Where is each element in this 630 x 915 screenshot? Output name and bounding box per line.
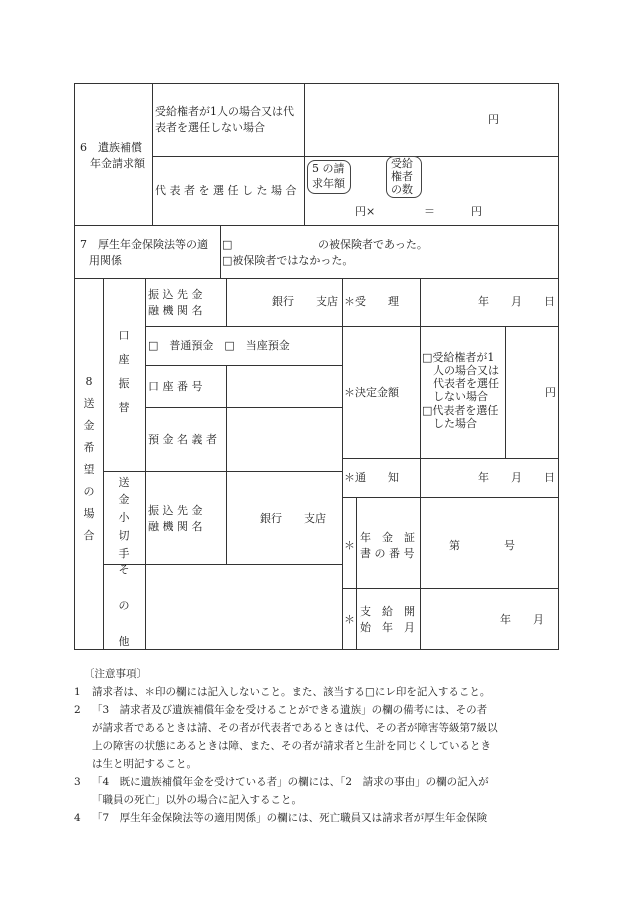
section8-char: の xyxy=(83,485,95,498)
rule xyxy=(145,278,146,650)
section8-char: 場 xyxy=(83,507,95,520)
rule xyxy=(342,458,559,459)
rule xyxy=(304,83,305,225)
note-number: 1 xyxy=(74,686,81,698)
rule xyxy=(103,564,343,565)
rule xyxy=(152,83,153,225)
beneficiary-count-line1: 受給 xyxy=(391,157,413,170)
representative-label: 代 表 者 を 選 任 し た 場 合 xyxy=(155,184,297,197)
section6-label-line1: 6 遺族補償 xyxy=(80,141,142,154)
decided-option-a-line1: □受給権者が1 xyxy=(422,351,495,364)
notes-section xyxy=(74,665,564,827)
remittance-check-char: 小 xyxy=(118,511,130,524)
section6-label-line2: 年金請求額 xyxy=(90,157,145,170)
note-item xyxy=(74,701,564,773)
rule xyxy=(145,326,343,327)
note-item xyxy=(74,683,564,701)
note-line: 「職員の死亡」以外の場合に記入すること。 xyxy=(92,794,302,806)
notes-title: 〔注意事項〕 xyxy=(84,668,147,680)
account-number-label: 口 座 番 号 xyxy=(148,380,203,393)
notice-label: ＊通 知 xyxy=(344,471,399,484)
account-transfer-char: 口 xyxy=(118,329,130,342)
single-claimant-label-line2: 表者を選任しない場合 xyxy=(155,121,265,134)
rule xyxy=(152,156,559,157)
equals-sign: ＝ xyxy=(424,205,435,218)
note-line: 「3 請求者及び遺族補償年金を受けることができる遺族」の欄の備考には、その者 xyxy=(92,704,488,716)
section8-char: 送 xyxy=(83,397,95,410)
decided-option-b-line1: □代表者を選任 xyxy=(422,404,499,417)
bank-branch-field[interactable]: 銀行 支店 xyxy=(272,295,338,308)
section8-char: 8 xyxy=(85,375,93,388)
rule xyxy=(342,497,559,498)
rule xyxy=(145,365,343,366)
rule xyxy=(226,365,227,471)
account-transfer-char: 振 xyxy=(118,377,130,390)
insured-checkbox[interactable]: □ xyxy=(222,238,233,251)
other-char: そ xyxy=(118,563,130,576)
note-item xyxy=(74,809,564,827)
bank-name-label-line1: 振 込 先 金 xyxy=(148,288,203,301)
decided-option-a-line4: しない場合 xyxy=(433,390,488,403)
received-date: 年 月 日 xyxy=(478,295,555,308)
single-claimant-yen-unit: 円 xyxy=(488,113,499,126)
other-char: の xyxy=(118,599,130,612)
remittance-check-char: 手 xyxy=(118,547,130,560)
rule xyxy=(74,83,559,84)
rule xyxy=(74,649,559,650)
rule xyxy=(342,326,559,327)
note-line: 上の障害の状態にあるときは障、また、その者が請求者と生計を同じくしているとき xyxy=(92,740,491,752)
bank2-name-label-line2: 融 機 関 名 xyxy=(148,520,203,533)
rule xyxy=(74,278,559,279)
note-line: は生と明記すること。 xyxy=(92,758,197,770)
deposit-type-options[interactable]: □ 普通預金 □ 当座預金 xyxy=(148,339,290,352)
representative-yen-unit: 円 xyxy=(471,205,482,218)
note-line: 「7 厚生年金保険法等の適用関係」の欄には、死亡職員又は請求者が厚生年金保険 xyxy=(92,812,488,824)
note-line: が請求者であるときは請、その者が代表者であるときは代、その者が障害等級第7級以 xyxy=(92,722,498,734)
note-line: 「4 既に遺族補償年金を受けている者」の欄には、「2 請求の事由」の欄の記入が xyxy=(92,776,489,788)
rule xyxy=(342,588,559,589)
rule xyxy=(103,471,343,472)
rule xyxy=(145,407,343,408)
note-line: 請求者は、＊印の欄には記入しないこと。また、該当する□にレ印を記入すること。 xyxy=(92,686,491,698)
account-transfer-char: 替 xyxy=(118,401,130,414)
account-transfer-char: 座 xyxy=(118,353,130,366)
remittance-check-char: 金 xyxy=(118,493,130,506)
rule xyxy=(226,471,227,564)
start-mark: ＊ xyxy=(344,613,355,626)
single-claimant-label-line1: 受給権者が1人の場合又は代 xyxy=(155,105,294,118)
yen-times: 円× xyxy=(355,205,376,218)
decided-option-a-line2: 人の場合又は xyxy=(433,364,499,377)
note-number: 2 xyxy=(74,704,81,716)
annual-claim-label-line1: 5 の請 xyxy=(312,162,345,175)
decided-amount-unit: 円 xyxy=(545,386,556,399)
rule xyxy=(74,225,559,226)
notice-date: 年 月 日 xyxy=(478,471,555,484)
not-insured-option[interactable]: □被保険者ではなかった。 xyxy=(222,254,354,267)
bank-name-label-line2: 融 機 関 名 xyxy=(148,304,203,317)
note-number: 3 xyxy=(74,776,81,788)
section8-char: 金 xyxy=(83,419,95,432)
section8-char: 希 xyxy=(83,441,95,454)
certificate-number-field: 第 号 xyxy=(449,539,515,552)
section7-label-line1: 7 厚生年金保険法等の適 xyxy=(80,238,208,251)
rule xyxy=(103,278,104,650)
certificate-label-line2: 書 の 番 号 xyxy=(360,547,415,560)
start-label-line2: 始 年 月 xyxy=(360,621,415,634)
rule xyxy=(505,326,506,458)
note-item xyxy=(74,773,564,809)
remittance-check-char: 送 xyxy=(118,476,130,489)
start-year-month: 年 月 xyxy=(500,613,544,626)
section8-char: 合 xyxy=(83,529,95,542)
bank2-name-label-line1: 振 込 先 金 xyxy=(148,504,203,517)
rule xyxy=(342,278,343,650)
rule xyxy=(356,497,357,650)
section7-label-line2: 用関係 xyxy=(89,254,122,267)
decided-amount-label: ＊決定金額 xyxy=(344,386,399,399)
remittance-check-char: 切 xyxy=(118,529,130,542)
certificate-mark: ＊ xyxy=(344,539,355,552)
start-label-line1: 支 給 開 xyxy=(360,605,415,618)
rule xyxy=(226,278,227,326)
rule xyxy=(558,83,559,650)
beneficiary-count-line2: 権者 xyxy=(391,170,413,183)
insured-text: の被保険者であった。 xyxy=(318,238,428,251)
note-number: 4 xyxy=(74,812,81,824)
rule xyxy=(420,278,421,650)
account-holder-label: 預 金 名 義 者 xyxy=(148,433,217,446)
section8-char: 望 xyxy=(83,463,95,476)
decided-option-a-line3: 代表者を選任 xyxy=(433,377,499,390)
rule xyxy=(220,225,221,278)
annual-claim-label-line2: 求年額 xyxy=(312,177,345,190)
other-char: 他 xyxy=(118,635,130,648)
rule xyxy=(74,83,75,650)
beneficiary-count-line3: の数 xyxy=(391,183,413,196)
certificate-label-line1: 年 金 証 xyxy=(360,531,415,544)
bank2-branch-field[interactable]: 銀行 支店 xyxy=(260,512,326,525)
decided-option-b-line2: した場合 xyxy=(433,417,477,430)
received-label: ＊受 理 xyxy=(344,295,399,308)
